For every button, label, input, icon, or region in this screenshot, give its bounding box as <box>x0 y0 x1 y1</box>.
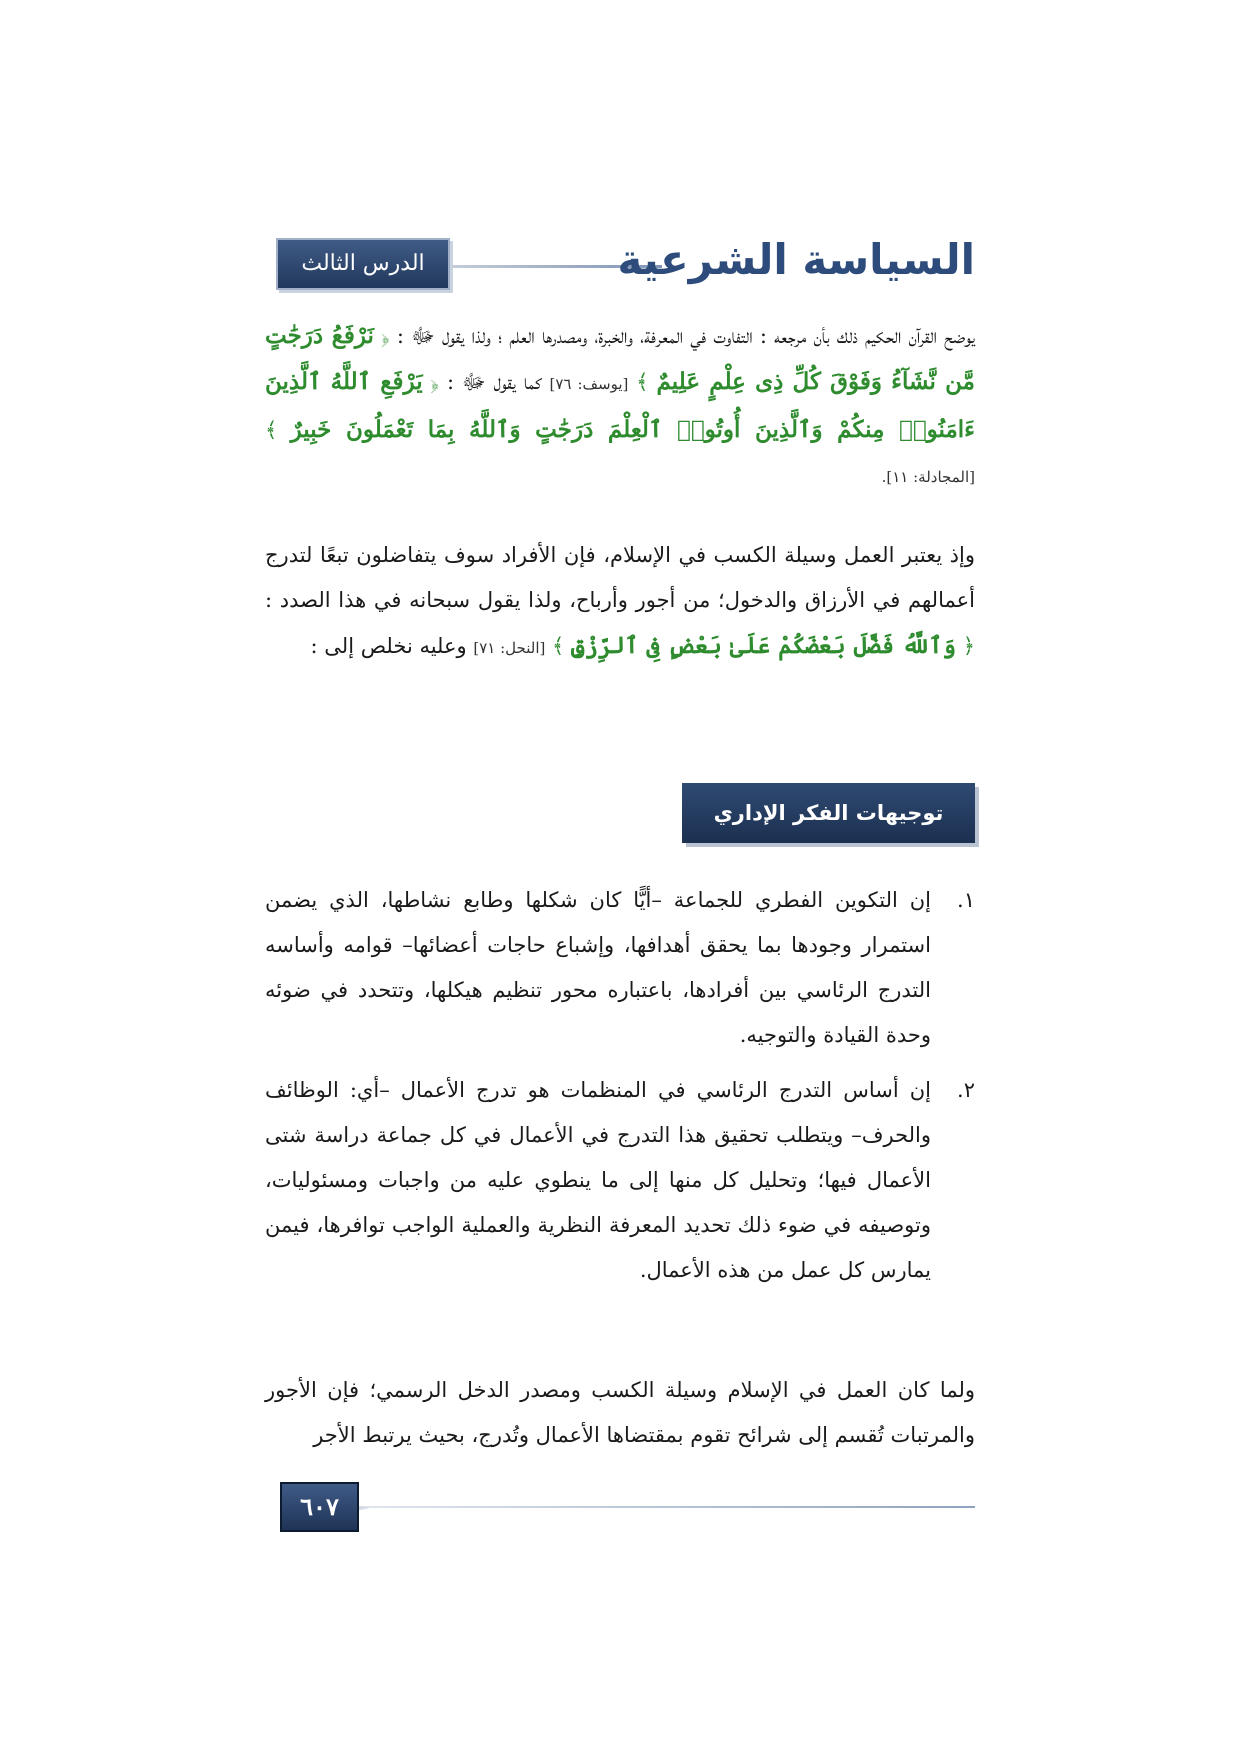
book-title: السياسة الشرعية <box>617 235 975 284</box>
page-number: ٦٠٧ <box>280 1482 359 1532</box>
verse-reference-nahl: [النحل: ٧١] <box>473 639 546 657</box>
verse-open-ornament: ﴿ <box>381 324 390 348</box>
list-item <box>265 878 975 1058</box>
paragraph-quran-knowledge <box>265 313 975 500</box>
quran-verse-mujadila: يَرْفَعِ ٱللَّهُ ٱلَّذِينَ ءَامَنُوا۟ مِنكُمْ وَٱلَّذِينَ أُوتُوا۟ ٱلْعِلْمَ دَرَجَٰتٍ وَٱللَّهُ بِمَا تَعْمَلُونَ خَبِيرٌ <box>265 368 975 443</box>
lesson-badge: الدرس الثالث عشر <box>276 238 450 290</box>
verse-close-ornament: ﴾ <box>265 418 278 442</box>
section-heading: توجيهات الفكر الإداري الإسلامي <box>682 783 975 843</box>
list-item-number: ٢. <box>957 1078 975 1102</box>
list-item <box>265 1068 975 1293</box>
verse-open-ornament: ﴿ <box>962 634 975 658</box>
verse-close-ornament: ﴾ <box>636 370 649 394</box>
verse-open-ornament: ﴿ <box>430 370 440 394</box>
paragraph-lead: يوضح القرآن الحكيم ذلك بأن مرجعه : التفاوت في المعرفة، والخبرة، ومصدرها العلم ؛ ولذا يقول ﷻ : <box>396 324 975 348</box>
list-item-text: إن التكوين الفطري للجماعة –أيًّا كان شكلها وطابع نشاطها، الذي يضمن استمرار وجودها بما يحقق أهدافها، وإشباع حاجات أعضائها– قوامه وأساسه التدرج الرئاسي بين أفرادها، باعتباره محور تنظيم هيكلها، وتتحدد في ضوئه وحدة القيادة والتوجيه. <box>265 888 931 1047</box>
paragraph-wages: ولما كان العمل في الإسلام وسيلة الكسب ومصدر الدخل الرسمي؛ فإن الأجور والمرتبات تُقسم إلى شرائح تقوم بمقتضاها الأعمال وتُدرج، بحيث يرتبط الأجر <box>265 1378 975 1447</box>
paragraph-work-earning <box>265 533 975 671</box>
verse-reference-mujadila: [المجادلة: ١١]. <box>881 468 975 486</box>
quran-verse-nahl: وَٱللَّهُ فَضَّلَ بَعْضَكُمْ عَلَىٰ بَعْضٍ فِى ٱلرِّزْقِ <box>571 632 956 659</box>
footer-rule <box>355 1506 975 1508</box>
list-item-number: ١. <box>957 888 975 912</box>
paragraph-tail: وعليه نخلص إلى : <box>310 634 467 658</box>
quran-verse-yusuf: نَرْفَعُ دَرَجَٰتٍ مَّن نَّشَآءُ وَفَوْقَ كُلِّ ذِى عِلْمٍ عَلِيمٌ <box>265 322 975 395</box>
numbered-list <box>265 878 975 1303</box>
paragraph-lead: وإذ يعتبر العمل وسيلة الكسب في الإسلام، فإن الأفراد سوف يتفاضلون تبعًا لتدرج أعمالهم في الأرزاق والدخول؛ من أجور وأرباح، ولذا يقول سبحانه في هذا الصدد : <box>265 543 975 612</box>
paragraph-mid: كما يقول ﷻ : <box>447 370 542 394</box>
list-item-text: إن أساس التدرج الرئاسي في المنظمات هو تدرج الأعمال –أي: الوظائف والحرف– ويتطلب تحقيق هذا التدرج في الأعمال في كل جماعة دراسة شتى الأعمال فيها؛ وتحليل كل منها إلى ما ينطوي عليه من واجبات ومسئوليات، وتوصيفه في ضوء ذلك تحديد المعرفة النظرية والعملية الواجب توافرها، فيمن يمارس كل عمل من هذه الأعمال. <box>265 1078 931 1282</box>
page-header <box>270 228 975 324</box>
verse-reference-yusuf: [يوسف: ٧٦] <box>549 375 629 393</box>
verse-close-ornament: ﴾ <box>552 634 565 658</box>
